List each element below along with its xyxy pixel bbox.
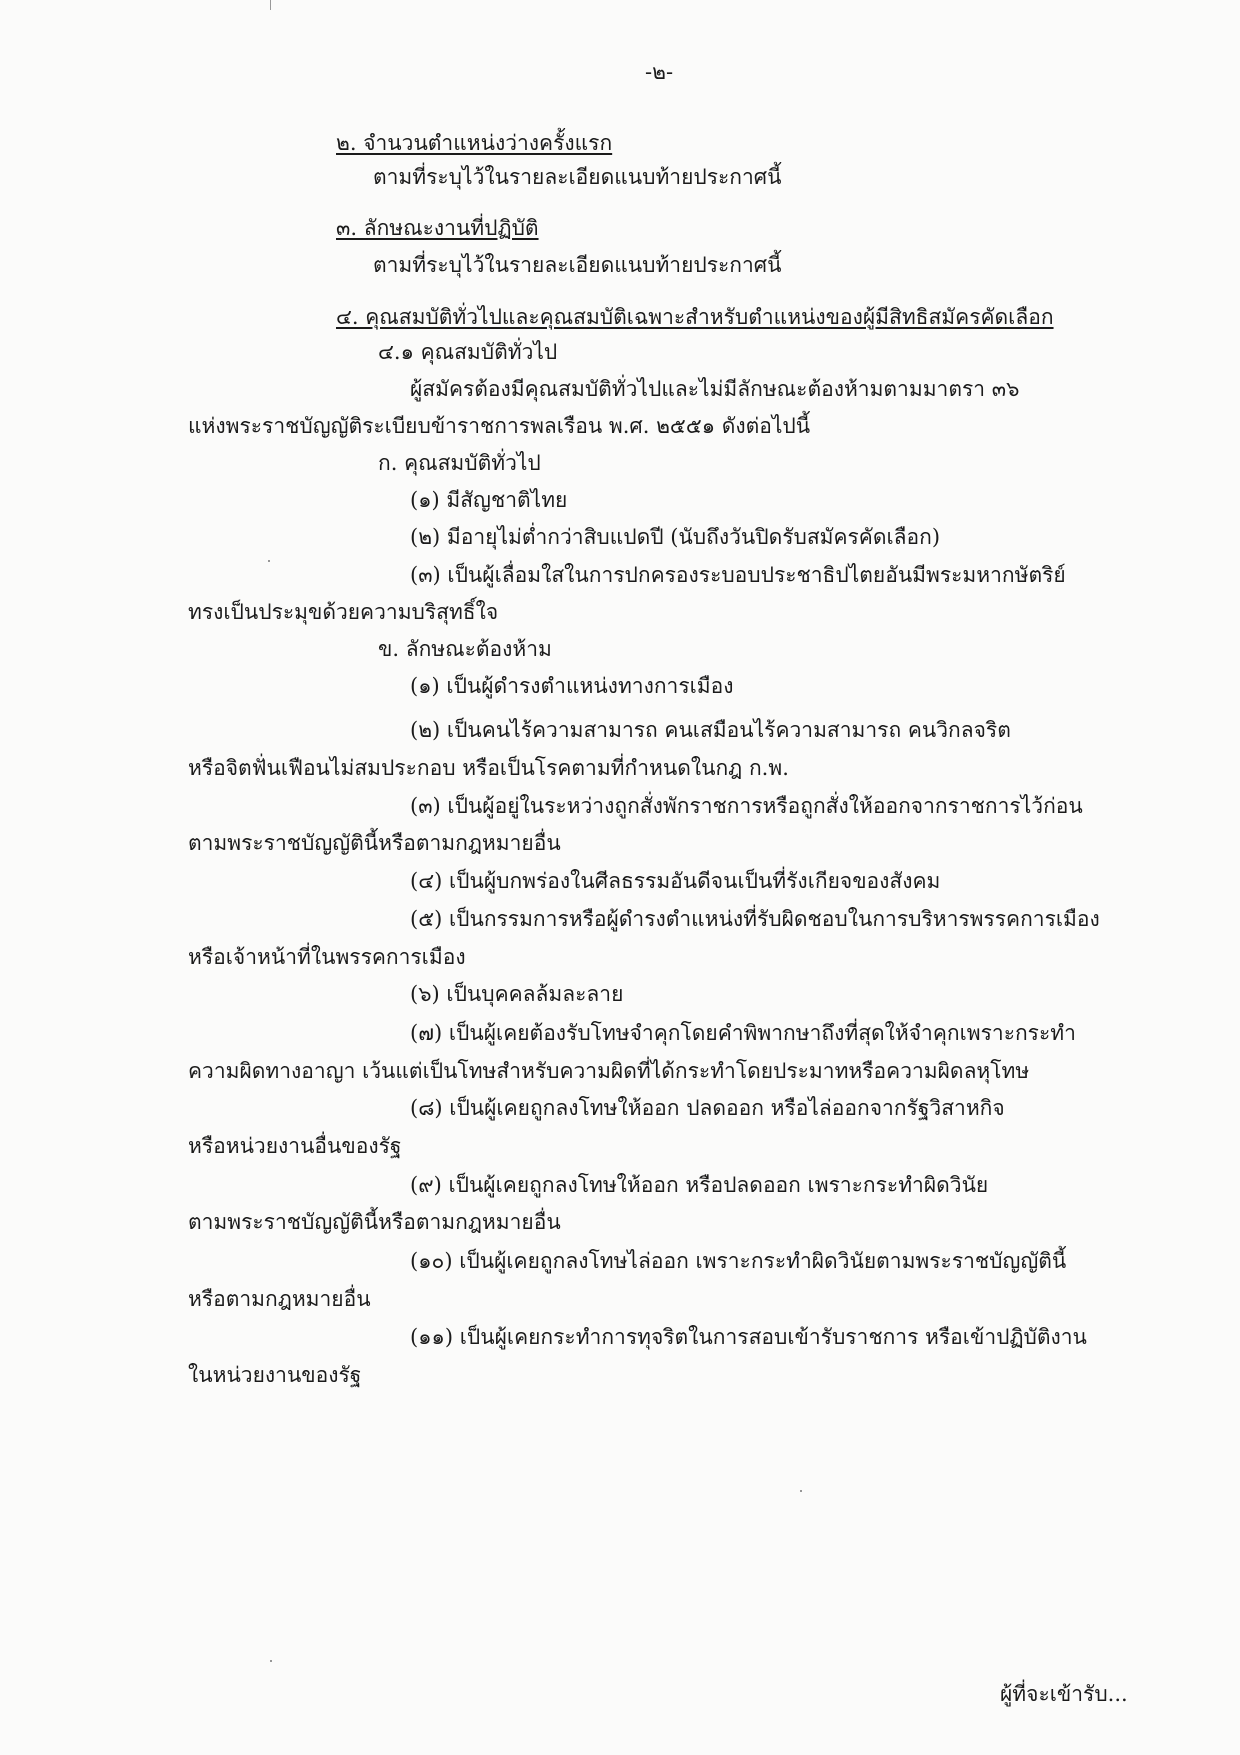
section-3-body: ตามที่ระบุไว้ในรายละเอียดแนบท้ายประกาศนี้ [373,253,782,277]
qualification-item-2: (๒) มีอายุไม่ต่ำกว่าสิบแปดปี (นับถึงวันปิดรับสมัครคัดเลือก) [410,525,941,549]
prohibition-line: หรือตามกฎหมายอื่น [188,1287,371,1311]
page-number: -๒- [645,60,674,84]
prohibition-line: (๑๑) เป็นผู้เคยกระทำการทุจริตในการสอบเข้ารับราชการ หรือเข้าปฏิบัติงาน [410,1325,1087,1349]
scan-artifact [270,0,271,10]
prohibition-line: หรือหน่วยงานอื่นของรัฐ [188,1134,402,1158]
prohibition-line: (๙) เป็นผู้เคยถูกลงโทษให้ออก หรือปลดออก เพราะกระทำผิดวินัย [410,1173,989,1197]
scan-artifact [800,1490,802,1492]
scan-artifact [268,560,270,562]
section-4-intro-line-2: แห่งพระราชบัญญัติระเบียบข้าราชการพลเรือน พ.ศ. ๒๕๕๑ ดังต่อไปนี้ [188,414,811,438]
section-4-heading: ๔. คุณสมบัติทั่วไปและคุณสมบัติเฉพาะสำหรับตำแหน่งของผู้มีสิทธิสมัครคัดเลือก [336,305,1054,329]
section-2-heading: ๒. จำนวนตำแหน่งว่างครั้งแรก [336,131,613,155]
prohibition-line: (๘) เป็นผู้เคยถูกลงโทษให้ออก ปลดออก หรือไล่ออกจากรัฐวิสาหกิจ [410,1096,1005,1120]
prohibition-line: (๓) เป็นผู้อยู่ในระหว่างถูกสั่งพักราชการหรือถูกสั่งให้ออกจากราชการไว้ก่อน [410,794,1083,818]
prohibition-line: ความผิดทางอาญา เว้นแต่เป็นโทษสำหรับความผิดที่ได้กระทำโดยประมาทหรือความผิดลหุโทษ [188,1059,1030,1083]
qualification-item-3-cont: ทรงเป็นประมุขด้วยความบริสุทธิ์ใจ [188,600,499,624]
general-qualifications-title: ก. คุณสมบัติทั่วไป [378,451,541,475]
scan-artifact [270,1660,272,1662]
qualification-item-1: (๑) มีสัญชาติไทย [410,488,568,512]
prohibition-line: ตามพระราชบัญญัตินี้หรือตามกฎหมายอื่น [188,1210,561,1234]
prohibition-line: (๔) เป็นผู้บกพร่องในศีลธรรมอันดีจนเป็นที่รังเกียจของสังคม [410,869,941,893]
prohibition-line: (๖) เป็นบุคคลล้มละลาย [410,982,624,1006]
prohibition-line: ในหน่วยงานของรัฐ [188,1363,362,1387]
continuation-text: ผู้ที่จะเข้ารับ... [1000,1682,1128,1706]
prohibition-line: หรือจิตฟั่นเฟือนไม่สมประกอบ หรือเป็นโรคตามที่กำหนดในกฎ ก.พ. [188,756,789,780]
prohibition-line: (๑๐) เป็นผู้เคยถูกลงโทษไล่ออก เพราะกระทำผิดวินัยตามพระราชบัญญัตินี้ [410,1249,1067,1273]
prohibition-line: (๗) เป็นผู้เคยต้องรับโทษจำคุกโดยคำพิพากษาถึงที่สุดให้จำคุกเพราะกระทำ [410,1021,1076,1045]
section-2-body: ตามที่ระบุไว้ในรายละเอียดแนบท้ายประกาศนี้ [373,165,782,189]
prohibition-line: (๒) เป็นคนไร้ความสามารถ คนเสมือนไร้ความสามารถ คนวิกลจริต [410,718,1011,742]
section-3-heading: ๓. ลักษณะงานที่ปฏิบัติ [336,216,539,240]
prohibition-line: หรือเจ้าหน้าที่ในพรรคการเมือง [188,945,466,969]
prohibition-line: ตามพระราชบัญญัตินี้หรือตามกฎหมายอื่น [188,831,561,855]
section-4-intro-line-1: ผู้สมัครต้องมีคุณสมบัติทั่วไปและไม่มีลักษณะต้องห้ามตามมาตรา ๓๖ [410,377,1020,401]
prohibitions-title: ข. ลักษณะต้องห้าม [378,637,552,661]
qualification-item-3: (๓) เป็นผู้เลื่อมใสในการปกครองระบอบประชาธิปไตยอันมีพระมหากษัตริย์ [410,563,1066,587]
prohibition-line: (๑) เป็นผู้ดำรงตำแหน่งทางการเมือง [410,674,734,698]
prohibition-line: (๕) เป็นกรรมการหรือผู้ดำรงตำแหน่งที่รับผิดชอบในการบริหารพรรคการเมือง [410,907,1100,931]
section-4-1-heading: ๔.๑ คุณสมบัติทั่วไป [378,340,558,364]
